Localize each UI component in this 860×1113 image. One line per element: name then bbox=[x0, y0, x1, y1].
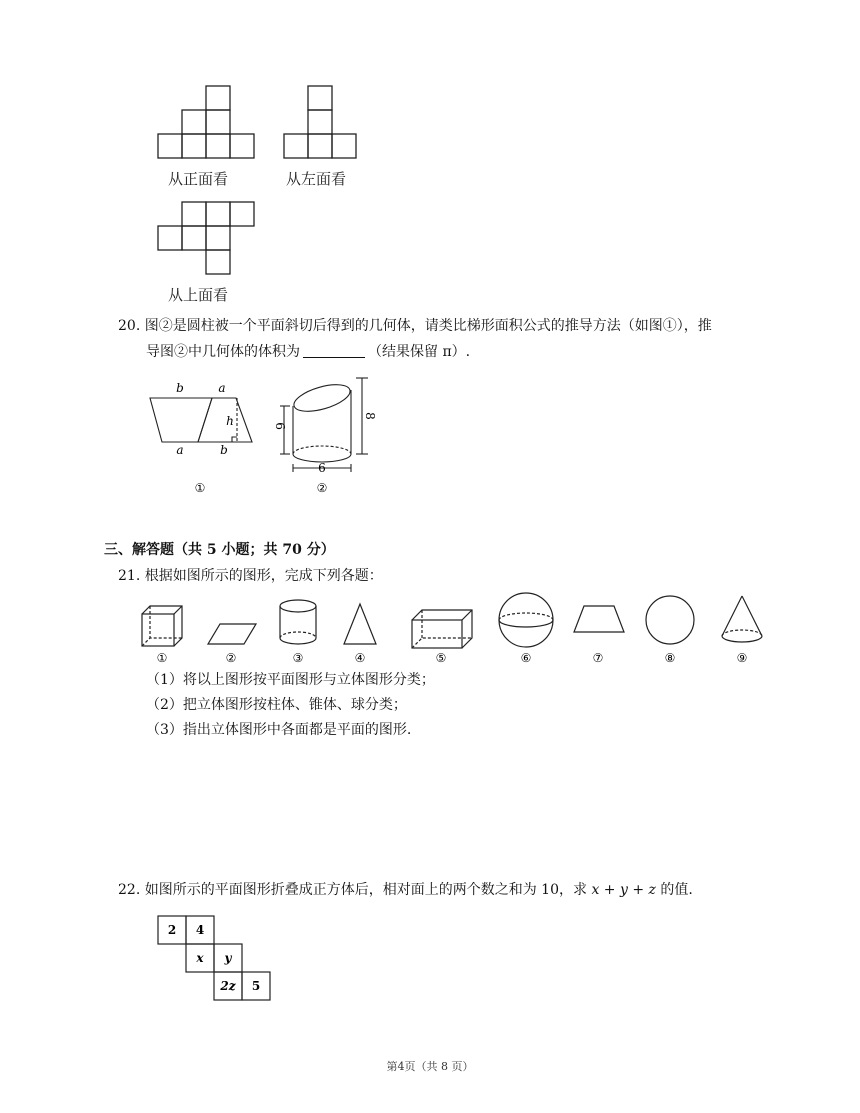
front-view-figure bbox=[150, 80, 260, 162]
fig1-b-bot: b bbox=[220, 443, 228, 457]
q20-line2-post: （结果保留 π）. bbox=[368, 344, 471, 360]
shape-label-2: ② bbox=[225, 651, 237, 665]
net-cell-4: 4 bbox=[195, 923, 205, 937]
q22-expression: x + y + z bbox=[591, 882, 656, 898]
page-footer: 第4页（共 8 页） bbox=[386, 1060, 474, 1073]
q21-part-1: （1）将以上图形按平面图形与立体图形分类； bbox=[146, 672, 435, 688]
shape-label-9: ⑨ bbox=[736, 651, 748, 665]
fig1-b-top: b bbox=[176, 381, 184, 395]
net-cell-2z: 2z bbox=[220, 979, 236, 993]
shape-label-3: ③ bbox=[292, 651, 304, 665]
q20-line1: 20. 图②是圆柱被一个平面斜切后得到的几何体，请类比梯形面积公式的推导方法（如图①），推 bbox=[118, 318, 712, 334]
shape-label-4: ④ bbox=[354, 651, 366, 665]
shape-cuboid bbox=[412, 610, 472, 648]
fig1-a-bot: a bbox=[176, 443, 184, 457]
shape-label-1: ① bbox=[156, 651, 168, 665]
answer-blank bbox=[303, 343, 365, 358]
left-view-figure bbox=[280, 80, 360, 162]
q20-figure-1 bbox=[140, 380, 270, 500]
top-view-caption: 从上面看 bbox=[168, 286, 229, 304]
fig1-label: ① bbox=[194, 481, 206, 495]
shape-label-5: ⑤ bbox=[435, 651, 447, 665]
q22-stem-pre: 22. 如图所示的平面图形折叠成正方体后，相对面上的两个数之和为 10，求 bbox=[118, 882, 592, 898]
q20-line2 bbox=[146, 342, 470, 362]
shape-parallelogram bbox=[208, 624, 256, 644]
q20-figure-2 bbox=[273, 372, 377, 502]
shape-triangle bbox=[344, 604, 376, 644]
front-view-caption: 从正面看 bbox=[168, 170, 229, 188]
shape-circle bbox=[646, 596, 694, 644]
shape-label-8: ⑧ bbox=[664, 651, 676, 665]
fig2-diameter: 6 bbox=[318, 461, 326, 475]
net-cell-2: 2 bbox=[167, 923, 177, 937]
q21-shapes bbox=[130, 592, 780, 670]
fig2-height-left: 6 bbox=[273, 422, 287, 430]
section-3-title: 三、解答题（共 5 小题；共 70 分） bbox=[104, 542, 335, 558]
q22-stem bbox=[118, 880, 693, 900]
net-cell-x: x bbox=[196, 951, 204, 965]
fig2-height-right: 8 bbox=[363, 412, 377, 420]
q22-stem-post: 的值. bbox=[655, 882, 693, 898]
top-view-figure bbox=[150, 196, 260, 278]
net-cell-5: 5 bbox=[251, 979, 261, 993]
shape-trapezoid bbox=[574, 606, 624, 632]
fig1-h: h bbox=[226, 414, 234, 428]
q21-stem: 21. 根据如图所示的图形，完成下列各题： bbox=[118, 568, 383, 584]
left-view-caption: 从左面看 bbox=[286, 170, 347, 188]
q22-cube-net bbox=[156, 914, 272, 1004]
fig1-a-top: a bbox=[218, 381, 226, 395]
q20-line2-pre: 导图②中几何体的体积为 bbox=[146, 344, 300, 360]
shape-cone bbox=[722, 596, 762, 642]
fig2-label: ② bbox=[316, 481, 328, 495]
shape-cube bbox=[142, 606, 182, 646]
shape-sphere bbox=[499, 593, 553, 647]
shape-label-7: ⑦ bbox=[592, 651, 604, 665]
q21-part-3: （3）指出立体图形中各面都是平面的图形. bbox=[146, 722, 412, 738]
shape-label-6: ⑥ bbox=[520, 651, 532, 665]
net-cell-y: y bbox=[224, 951, 232, 965]
shape-cylinder bbox=[280, 600, 316, 644]
q21-part-2: （2）把立体图形按柱体、锥体、球分类； bbox=[146, 697, 407, 713]
